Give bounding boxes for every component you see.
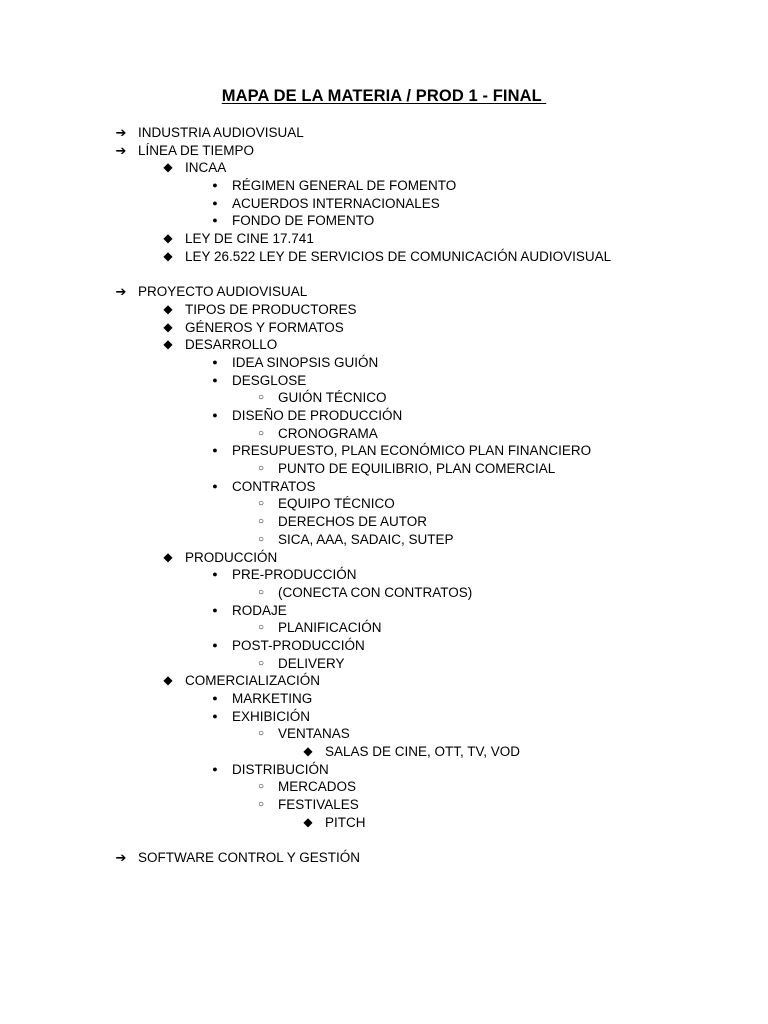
outline-item-label: PUNTO DE EQUILIBRIO, PLAN COMERCIAL <box>278 461 556 477</box>
outline-item-level-2 <box>0 248 768 266</box>
outline-item-level-3 <box>0 372 768 390</box>
outline-item-level-5 <box>0 743 768 761</box>
outline-item-label: FONDO DE FOMENTO <box>232 213 375 229</box>
outline-item-label: SALAS DE CINE, OTT, TV, VOD <box>325 744 521 760</box>
outline-item-level-4 <box>0 655 768 673</box>
circle-bullet-icon: ○ <box>257 498 265 510</box>
outline-item-label: INDUSTRIA AUDIOVISUAL <box>138 125 304 140</box>
circle-bullet-icon: ○ <box>257 622 265 634</box>
diamond-bullet-icon: ◆ <box>163 319 173 334</box>
outline-item-level-3 <box>0 566 768 584</box>
outline-item-label: LÍNEA DE TIEMPO <box>138 142 255 158</box>
outline-item-level-2 <box>0 159 768 177</box>
outline-item-level-1 <box>0 849 768 867</box>
outline-item-level-4 <box>0 725 768 743</box>
diamond-bullet-icon: ◆ <box>303 744 313 759</box>
outline-item-level-3 <box>0 195 768 213</box>
circle-bullet-icon: ○ <box>257 781 265 793</box>
diamond-bullet-icon: ◆ <box>163 549 173 564</box>
outline-item-label: ACUERDOS INTERNACIONALES <box>232 195 440 211</box>
outline-item-label: EXHIBICIÓN <box>232 708 311 724</box>
outline-item-level-3 <box>0 637 768 655</box>
outline-item-level-2 <box>0 549 768 567</box>
dot-bullet-icon: ● <box>212 710 218 721</box>
outline-item-level-3 <box>0 478 768 496</box>
diamond-bullet-icon: ◆ <box>163 160 173 175</box>
outline-item-label: DISTRIBUCIÓN <box>232 761 329 777</box>
outline-item-label: PITCH <box>325 814 366 830</box>
circle-bullet-icon: ○ <box>257 533 265 545</box>
diamond-bullet-icon: ◆ <box>163 248 173 263</box>
outline-item-level-2 <box>0 301 768 319</box>
arrow-right-icon: ➔ <box>115 284 127 300</box>
outline-item-label: TIPOS DE PRODUCTORES <box>185 301 357 317</box>
outline-item-label: PROYECTO AUDIOVISUAL <box>138 284 308 300</box>
outline-item-label: PLANIFICACIÓN <box>278 620 382 636</box>
circle-bullet-icon: ○ <box>257 728 265 740</box>
outline-item-level-4 <box>0 796 768 814</box>
outline-item-level-3 <box>0 690 768 708</box>
dot-bullet-icon: ● <box>212 180 218 191</box>
outline-item-level-5 <box>0 814 768 832</box>
dot-bullet-icon: ● <box>212 356 218 367</box>
outline-item-level-3 <box>0 602 768 620</box>
outline-list <box>0 124 768 867</box>
outline-item-level-3 <box>0 407 768 425</box>
outline-item-level-1 <box>0 283 768 301</box>
outline-item-label: CONTRATOS <box>232 478 316 494</box>
dot-bullet-icon: ● <box>212 639 218 650</box>
outline-item-level-2 <box>0 319 768 337</box>
outline-item-level-4 <box>0 460 768 478</box>
outline-item-label: DESARROLLO <box>185 337 278 353</box>
diamond-bullet-icon: ◆ <box>163 301 173 316</box>
outline-item-level-3 <box>0 761 768 779</box>
outline-item-label: DESGLOSE <box>232 372 307 388</box>
outline-item-level-4 <box>0 425 768 443</box>
circle-bullet-icon: ○ <box>257 427 265 439</box>
dot-bullet-icon: ● <box>212 445 218 456</box>
outline-item-label: (CONECTA CON CONTRATOS) <box>278 584 473 600</box>
outline-item-level-3 <box>0 442 768 460</box>
arrow-right-icon: ➔ <box>115 850 127 866</box>
outline-item-label: PRE-PRODUCCIÓN <box>232 567 357 583</box>
outline-item-level-2 <box>0 230 768 248</box>
outline-item-level-4 <box>0 495 768 513</box>
diamond-bullet-icon: ◆ <box>163 337 173 352</box>
outline-item-label: INCAA <box>185 160 227 176</box>
outline-item-label: RÉGIMEN GENERAL DE FOMENTO <box>232 178 457 194</box>
outline-item-label: DERECHOS DE AUTOR <box>278 514 428 530</box>
outline-item-label: SOFTWARE CONTROL Y GESTIÓN <box>138 850 361 866</box>
outline-item-level-4 <box>0 513 768 531</box>
dot-bullet-icon: ● <box>212 215 218 226</box>
arrow-right-icon: ➔ <box>115 125 127 140</box>
outline-item-label: DELIVERY <box>278 655 345 671</box>
outline-item-label: SICA, AAA, SADAIC, SUTEP <box>278 531 454 547</box>
dot-bullet-icon: ● <box>212 480 218 491</box>
outline-item-level-3 <box>0 708 768 726</box>
circle-bullet-icon: ○ <box>257 463 265 475</box>
circle-bullet-icon: ○ <box>257 516 265 528</box>
dot-bullet-icon: ● <box>212 604 218 615</box>
dot-bullet-icon: ● <box>212 763 218 774</box>
outline-item-level-4 <box>0 584 768 602</box>
outline-item-level-1 <box>0 124 768 142</box>
outline-item-level-2 <box>0 336 768 354</box>
dot-bullet-icon: ● <box>212 197 218 208</box>
dot-bullet-icon: ● <box>212 410 218 420</box>
outline-item-level-4 <box>0 531 768 549</box>
outline-item-label: PRODUCCIÓN <box>185 549 278 565</box>
diamond-bullet-icon: ◆ <box>163 673 173 688</box>
outline-item-level-4 <box>0 619 768 637</box>
outline-item-label: COMERCIALIZACIÓN <box>185 673 321 689</box>
outline-item-label: MARKETING <box>232 691 313 706</box>
outline-item-level-3 <box>0 212 768 230</box>
outline-item-label: IDEA SINOPSIS GUIÓN <box>232 354 379 370</box>
outline-item-label: MERCADOS <box>278 779 357 795</box>
circle-bullet-icon: ○ <box>257 799 265 811</box>
outline-item-level-4 <box>0 389 768 407</box>
outline-item-label: FESTIVALES <box>278 797 359 813</box>
outline-item-level-1 <box>0 142 768 160</box>
outline-item-label: LEY 26.522 LEY DE SERVICIOS DE COMUNICACIÓN AUDIOVISUAL <box>185 248 612 264</box>
outline-item-label: GUIÓN TÉCNICO <box>278 390 387 406</box>
outline-item-label: RODAJE <box>232 602 287 618</box>
outline-item-level-2 <box>0 672 768 690</box>
outline-item-label: EQUIPO TÉCNICO <box>278 496 395 512</box>
circle-bullet-icon: ○ <box>257 657 265 669</box>
page-title: MAPA DE LA MATERIA / PROD 1 - FINAL <box>221 87 547 105</box>
diamond-bullet-icon: ◆ <box>303 814 313 829</box>
circle-bullet-icon: ○ <box>257 392 265 404</box>
arrow-right-icon: ➔ <box>115 142 127 158</box>
outline-item-label: GÉNEROS Y FORMATOS <box>185 319 344 335</box>
dot-bullet-icon: ● <box>212 374 218 385</box>
outline-item-label: LEY DE CINE 17.741 <box>185 231 314 247</box>
outline-item-label: CRONOGRAMA <box>278 425 378 441</box>
outline-item-label: DISEÑO DE PRODUCCIÓN <box>232 408 403 423</box>
outline-item-label: PRESUPUESTO, PLAN ECONÓMICO PLAN FINANCIERO <box>232 443 592 459</box>
outline-item-label: VENTANAS <box>278 726 350 742</box>
outline-item-level-4 <box>0 778 768 796</box>
circle-bullet-icon: ○ <box>257 586 265 598</box>
dot-bullet-icon: ● <box>212 569 218 580</box>
outline-item-level-3 <box>0 354 768 372</box>
outline-item-label: POST-PRODUCCIÓN <box>232 637 365 653</box>
dot-bullet-icon: ● <box>212 693 218 703</box>
diamond-bullet-icon: ◆ <box>163 231 173 246</box>
outline-item-level-3 <box>0 177 768 195</box>
